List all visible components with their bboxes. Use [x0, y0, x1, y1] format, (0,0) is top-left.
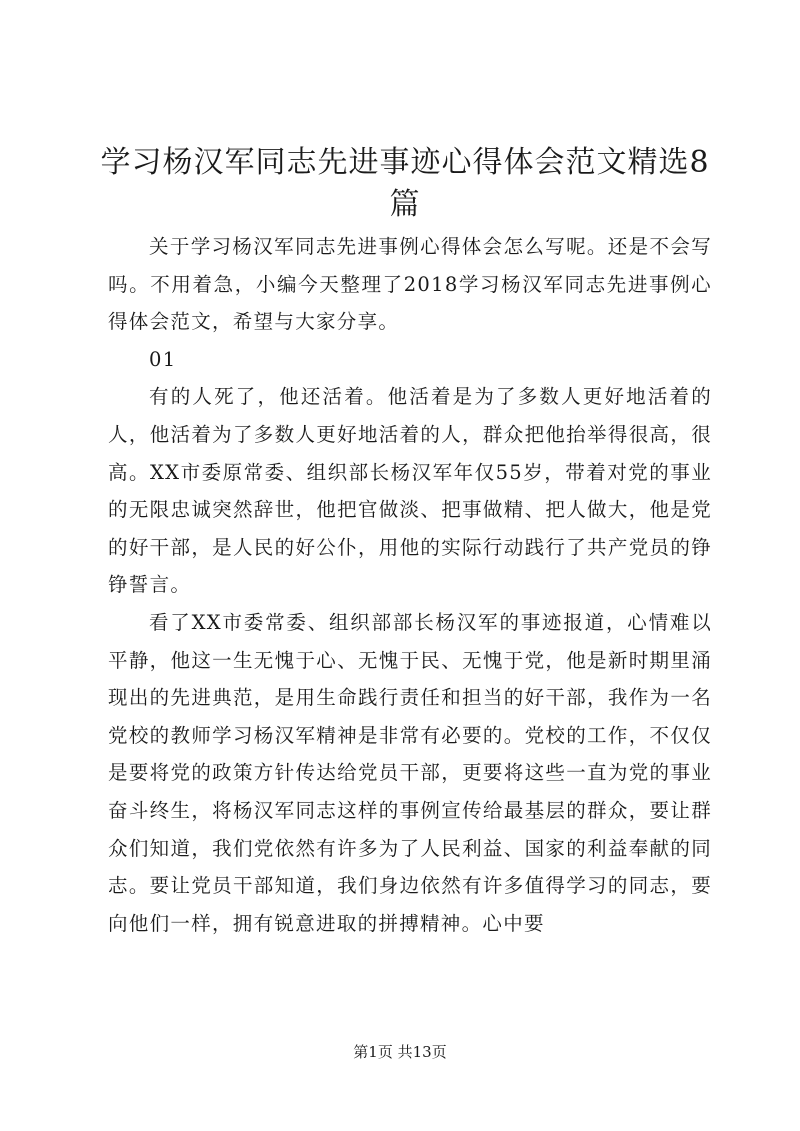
page-footer: 第1页 共13页 [353, 1043, 447, 1061]
body-paragraph: 看了XX市委常委、组织部部长杨汉军的事迹报道，心情难以平静，他这一生无愧于心、无愧于民、无愧于党，他是新时期里涌现出的先进典范，是用生命践行责任和担当的好干部，我作为一名党校的教师学习杨汉军精神是非常有必要的。党校的工作，不仅仅是要将党的政策方针传达给党员干部，更要将这些一直为党的事业奋斗终生，将杨汉军同志这样的事例宣传给最基层的群众，要让群众们知道，我们党依然有许多为了人民利益、国家的利益奉献的同志。要让党员干部知道，我们身边依然有许多值得学习的同志，要向他们一样，拥有锐意进取的拼搏精神。心中要 [108, 610, 712, 935]
document-body [108, 228, 712, 942]
section-number: 01 [149, 347, 177, 371]
document-title: 学习杨汉军同志先进事迹心得体会范文精选8篇 [100, 145, 710, 222]
intro-paragraph: 关于学习杨汉军同志先进事例心得体会怎么写呢。还是不会写吗。不用着急，小编今天整理了2018学习杨汉军同志先进事例心得体会范文，希望与大家分享。 [108, 235, 712, 334]
body-paragraph: 有的人死了，他还活着。他活着是为了多数人更好地活着的人，他活着为了多数人更好地活着的人，群众把他抬举得很高，很高。XX市委原常委、组织部长杨汉军年仅55岁，带着对党的事业的无限忠诚突然辞世，他把官做淡、把事做精、把人做大，他是党的好干部，是人民的好公仆，用他的实际行动践行了共产党员的铮铮誓言。 [108, 385, 712, 597]
